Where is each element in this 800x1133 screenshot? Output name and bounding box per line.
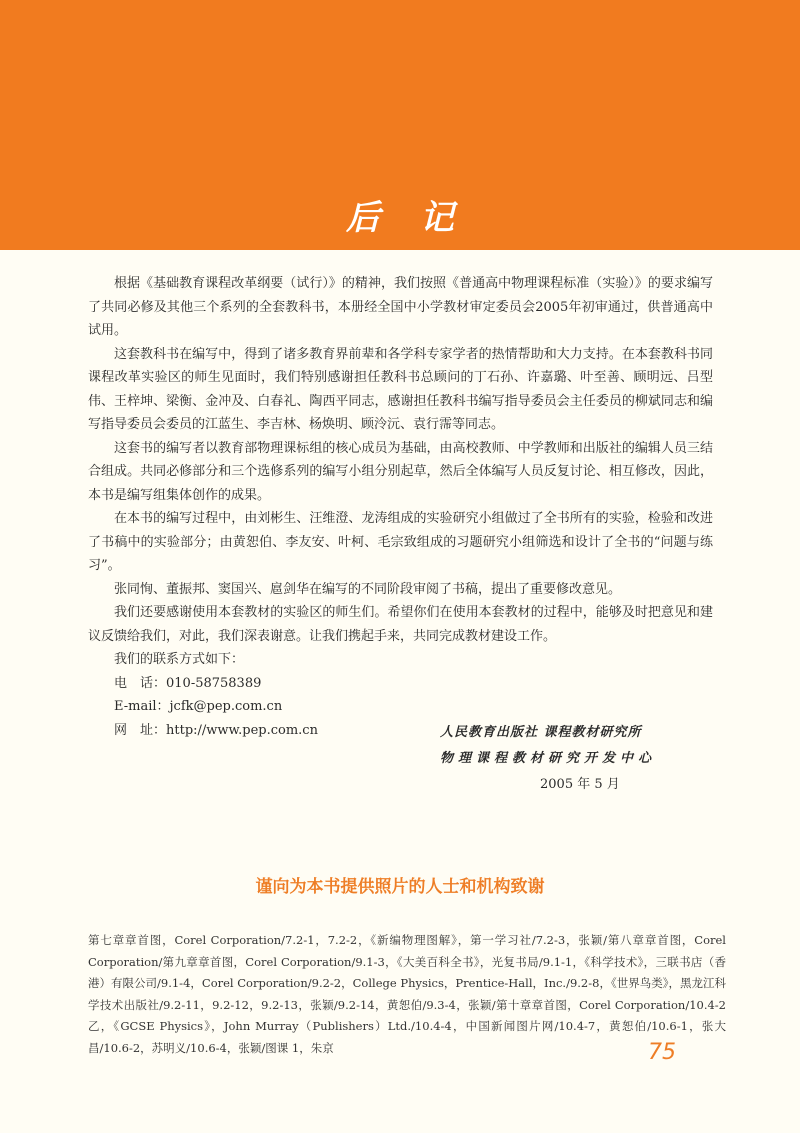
paragraph-5: 张同恂、董振邦、窦国兴、扈剑华在编写的不同阶段审阅了书稿，提出了重要修改意见。 <box>114 581 622 597</box>
paragraph-6: 我们还要感谢使用本套教材的实验区的师生们。希望你们在使用本套教材的过程中，能够及时把意见和建议反馈给我们，对此，我们深表谢意。让我们携起手来，共同完成教材建设工作。 <box>88 605 713 644</box>
signature-org-2: 物理课程教材研究开发中心 <box>440 751 657 766</box>
signature-date: 2005 年 5 月 <box>540 777 620 792</box>
paragraph-2: 这套教科书在编写中，得到了诸多教育界前辈和各学科专家学者的热情帮助和大力支持。在本套教科书同课程改革实验区的师生见面时，我们特别感谢担任教科书总顾问的丁石孙、许嘉璐、叶至善、顾明远、吕型伟、王梓坤、梁衡、金冲及、白春礼、陶西平同志，感谢担任教科书编写指导委员会主任委员的柳斌同志和编写指导委员会委员的江蓝生、李吉林、杨焕明、顾泠沅、袁行霈等同志。 <box>88 346 713 432</box>
contact-phone: 电 话：010-58758389 <box>114 675 262 691</box>
acknowledgement-title: 谨向为本书提供照片的人士和机构致谢 <box>255 877 545 897</box>
paragraph-7: 我们的联系方式如下： <box>114 652 245 667</box>
page-number: 75 <box>648 1040 676 1065</box>
paragraph-4: 在本书的编写过程中，由刘彬生、汪维澄、龙涛组成的实验研究小组做过了全书所有的实验，检验和改进了书稿中的实验部分；由黄恕伯、李友安、叶柯、毛宗致组成的习题研究小组筛选和设计了全书的“问题与练习”。 <box>88 511 713 573</box>
header-band <box>0 0 800 250</box>
paragraph-1: 根据《基础教育课程改革纲要（试行）》的精神，我们按照《普通高中物理课程标准（实验）》的要求编写了共同必修及其他三个系列的全套教科书，本册经全国中小学教材审定委员会2005年初审通过，供普通高中试用。 <box>88 276 713 338</box>
afterword-body <box>88 272 713 742</box>
signature-block <box>440 720 740 798</box>
contact-website: 网 址：http://www.pep.com.cn <box>114 722 318 738</box>
signature-org-1: 人民教育出版社 课程教材研究所 <box>440 725 642 740</box>
page-title: 后记 <box>346 198 494 238</box>
contact-email: E-mail：jcfk@pep.com.cn <box>114 699 283 714</box>
paragraph-3: 这套书的编写者以教育部物理课标组的核心成员为基础，由高校教师、中学教师和出版社的编辑人员三结合组成。共同必修部分和三个选修系列的编写小组分别起草，然后全体编写人员反复讨论、相互修改，因此，本书是编写组集体创作的成果。 <box>88 440 713 503</box>
acknowledgement-body: 第七章章首图，Corel Corporation/7.2-1，7.2-2，《新编物理图解》，第一学习社/7.2-3，张颖/第八章章首图，Corel Corporation/第九章章首图，Corel Corporation/9.1-3，《大美百科全书》，光复书局/9.1-1，《科学技术》，三联书店（香港）有限公司/9.1-4，Corel Corporation/9.2-2，College Physics，Prentice-Hall，Inc./9.2-8，《世界鸟类》，黑龙江科学技术出版社/9.2-11，9.2-12，9.2-13，张颖/9.2-14，黄恕伯/9.3-4，张颖/第十章章首图，Corel Corporation/10.4-2 乙，《GCSE Physics》，John Murray（Publishers）Ltd./10.4-4，中国新闻图片网/10.4-7，黄恕伯/10.6-1，张大昌/10.6-2，苏明义/10.6-4，张颖/图课 1，朱京 <box>88 933 726 1055</box>
